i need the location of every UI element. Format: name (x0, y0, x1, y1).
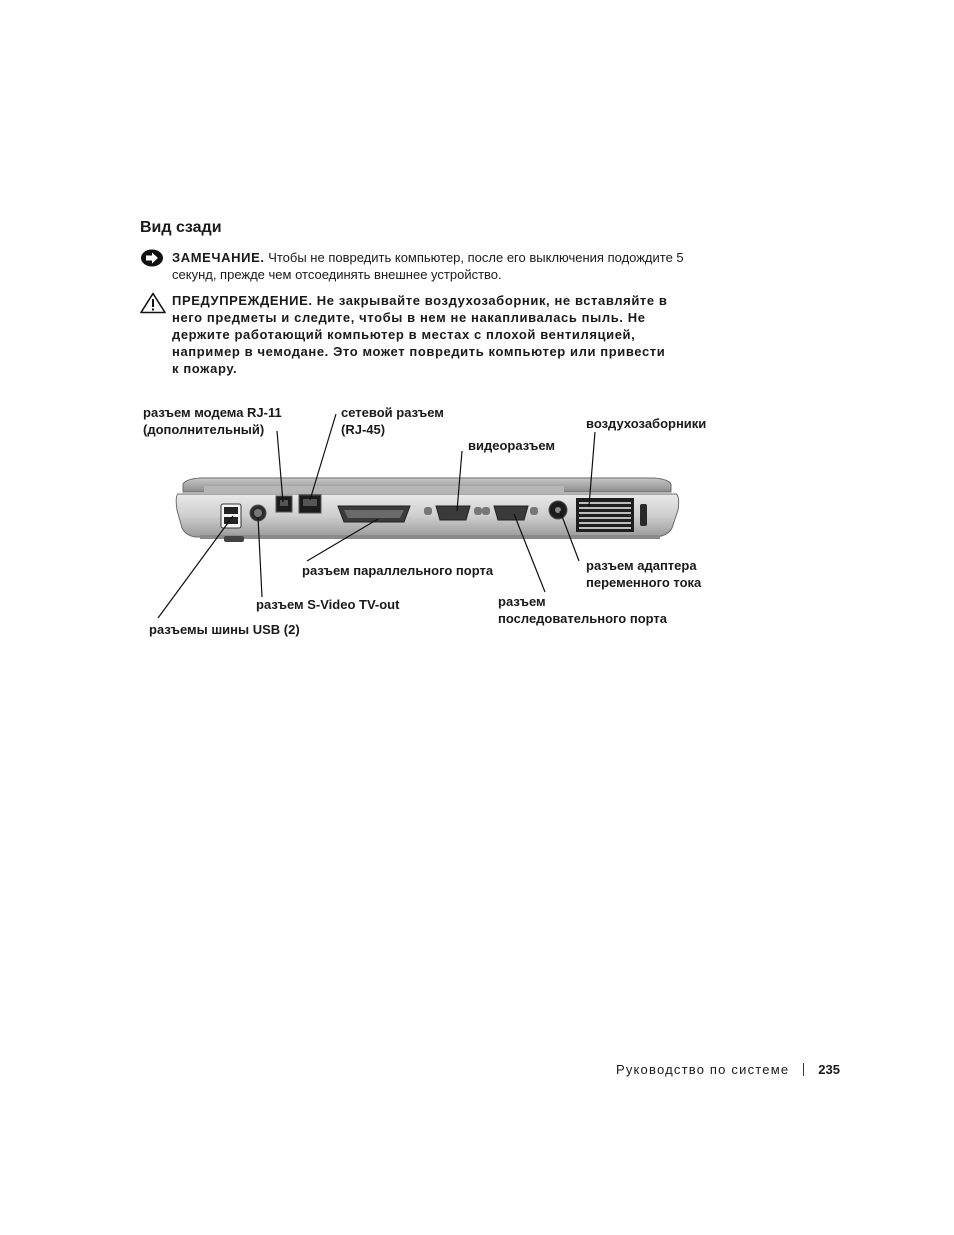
callout-parallel (302, 562, 493, 579)
footer-separator (803, 1063, 804, 1076)
usb-ports (221, 504, 241, 528)
callout-video-line1: видеоразъем (468, 438, 556, 453)
callout-usb (149, 621, 300, 638)
warning-line: к пожару. (172, 361, 238, 376)
callout-svideo (256, 596, 399, 613)
parallel-port (338, 506, 410, 522)
section-title: Вид сзади (140, 219, 222, 236)
callout-ac-adapter-line2: переменного тока (586, 575, 702, 590)
callout-serial (498, 593, 667, 627)
callout-vents-line1: воздухозаборники (586, 416, 707, 431)
notice-body-line1: Чтобы не повредить компьютер, после его выключения подождите 5 (268, 250, 684, 265)
warning-line: ПРЕДУПРЕЖДЕНИЕ. Не закрывайте воздухозаборник, не вставляйте в (172, 293, 668, 308)
callout-modem-line1: разъем модема RJ-11 (143, 405, 282, 420)
page-number: 235 (818, 1062, 840, 1077)
callout-vents (586, 415, 706, 432)
callout-usb-line1: разъемы шины USB (2) (149, 622, 300, 637)
callout-network (341, 404, 444, 438)
network-port (299, 495, 321, 513)
notice-label: ЗАМЕЧАНИЕ. (172, 250, 265, 265)
footer-title: Руководство по системе (615, 1062, 790, 1077)
callout-network-line2: (RJ-45) (341, 422, 386, 437)
warning-line: например в чемодане. Это может повредить компьютер или привести (172, 344, 666, 359)
warning-line: него предметы и следите, чтобы в нем не накапливалась пыль. Не (172, 310, 646, 325)
modem-port (276, 496, 292, 512)
ac-adapter-port (549, 501, 567, 519)
callout-ac-adapter (586, 557, 701, 591)
page-footer (560, 1062, 840, 1077)
callout-svideo-line1: разъем S-Video TV-out (256, 597, 400, 612)
callout-modem-line2: (дополнительный) (143, 422, 265, 437)
callout-modem (143, 404, 282, 438)
callout-serial-line1: разъем (498, 594, 546, 609)
callout-video (468, 437, 555, 454)
callout-parallel-line1: разъем параллельного порта (302, 563, 494, 578)
laptop-lid (183, 478, 671, 492)
notice-body-line2: секунд, прежде чем отсоединять внешнее устройство. (172, 267, 502, 282)
callout-ac-adapter-line1: разъем адаптера (586, 558, 697, 573)
callout-serial-line2: последовательного порта (498, 611, 668, 626)
warning-line: держите работающий компьютер в местах с плохой вентиляцией, (172, 327, 636, 342)
callout-network-line1: сетевой разъем (341, 405, 444, 420)
